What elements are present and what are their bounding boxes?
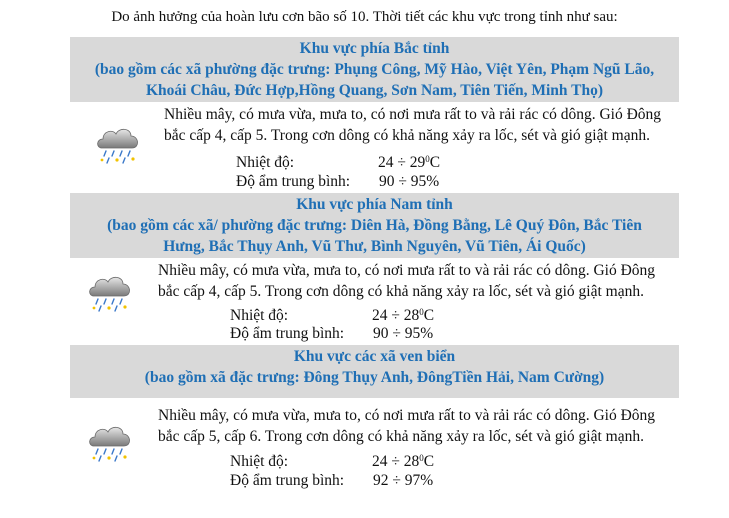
- humidity-label: Độ ẩm trung bình:: [236, 173, 351, 190]
- region-coastal-humidity: [230, 470, 433, 491]
- region-north-desc-line-1: Nhiều mây, có mưa vừa, mưa to, có nơi mưa rất to và rải rác có dông. Gió Đông: [164, 106, 662, 123]
- region-coastal-temperature: [230, 448, 434, 472]
- rain-storm-cloud-icon: [94, 122, 142, 166]
- temperature-value: 24 ÷ 29: [378, 154, 426, 171]
- region-south-title: Khu vực phía Nam tỉnh: [296, 196, 453, 213]
- region-north-desc-line-2: bắc cấp 4, cấp 5. Trong cơn dông có khả năng xảy ra lốc, sét và gió giật mạnh.: [164, 127, 650, 144]
- region-north-description: [164, 104, 661, 146]
- region-south-subtitle-1: (bao gồm các xã/ phường đặc trưng: Diên Hà, Đồng Bằng, Lê Quý Đôn, Bắc Tiên: [107, 217, 642, 234]
- temperature-value: 24 ÷ 28: [372, 453, 420, 470]
- region-coastal-desc-line-1: Nhiều mây, có mưa vừa, mưa to, có nơi mưa rất to và rải rác có dông. Gió Đông: [158, 407, 656, 424]
- humidity-label: Độ ẩm trung bình:: [230, 472, 345, 489]
- temperature-label: Nhiệt độ:: [236, 154, 295, 171]
- rain-storm-cloud-icon: [86, 270, 134, 314]
- temperature-unit: C: [423, 307, 435, 324]
- region-south-humidity: [230, 323, 433, 344]
- region-south-subtitle-2: Hưng, Bắc Thụy Anh, Vũ Thư, Bình Nguyên, Vũ Tiên, Ái Quốc): [163, 238, 586, 255]
- region-south-description: [158, 260, 655, 302]
- rain-storm-cloud-icon: [86, 420, 134, 464]
- intro-text: Do ảnh hưởng của hoàn lưu cơn bão số 10. Thời tiết các khu vực trong tỉnh như sau:: [111, 9, 618, 25]
- temperature-unit: C: [423, 453, 435, 470]
- region-north-subtitle-2: Khoái Châu, Đức Hợp,Hồng Quang, Sơn Nam, Tiên Tiến, Minh Thọ): [145, 82, 603, 99]
- region-coastal-header: [70, 345, 679, 398]
- region-north-humidity: [236, 171, 439, 192]
- region-south-desc-line-1: Nhiều mây, có mưa vừa, mưa to, có nơi mưa rất to và rải rác có dông. Gió Đông: [158, 262, 656, 279]
- humidity-value: 90 ÷ 95%: [373, 325, 434, 342]
- region-coastal-description: [158, 405, 655, 447]
- region-coastal-subtitle-1: (bao gồm xã đặc trưng: Đông Thụy Anh, ĐôngTiền Hải, Nam Cường): [144, 369, 605, 386]
- region-north-subtitle-1: (bao gồm các xã phường đặc trưng: Phụng Công, Mỹ Hào, Việt Yên, Phạm Ngũ Lão,: [94, 61, 655, 78]
- degree-sign: 0: [425, 154, 430, 164]
- temperature-label: Nhiệt độ:: [230, 307, 289, 324]
- degree-sign: 0: [419, 453, 424, 463]
- region-north-temperature: [236, 149, 440, 173]
- temperature-label: Nhiệt độ:: [230, 453, 289, 470]
- humidity-value: 92 ÷ 97%: [373, 472, 434, 489]
- degree-sign: 0: [419, 307, 424, 317]
- region-north-title: Khu vực phía Bắc tỉnh: [299, 40, 450, 57]
- region-coastal-desc-line-2: bắc cấp 5, cấp 6. Trong cơn dông có khả năng xảy ra lốc, sét và gió giật mạnh.: [158, 428, 644, 445]
- region-south-desc-line-2: bắc cấp 4, cấp 5. Trong cơn dông có khả năng xảy ra lốc, sét và gió giật mạnh.: [158, 283, 644, 300]
- humidity-label: Độ ẩm trung bình:: [230, 325, 345, 342]
- temperature-value: 24 ÷ 28: [372, 307, 420, 324]
- temperature-unit: C: [429, 154, 441, 171]
- humidity-value: 90 ÷ 95%: [379, 173, 440, 190]
- region-north-header: [70, 37, 679, 102]
- region-south-header: [70, 193, 679, 258]
- region-coastal-title: Khu vực các xã ven biển: [293, 348, 456, 365]
